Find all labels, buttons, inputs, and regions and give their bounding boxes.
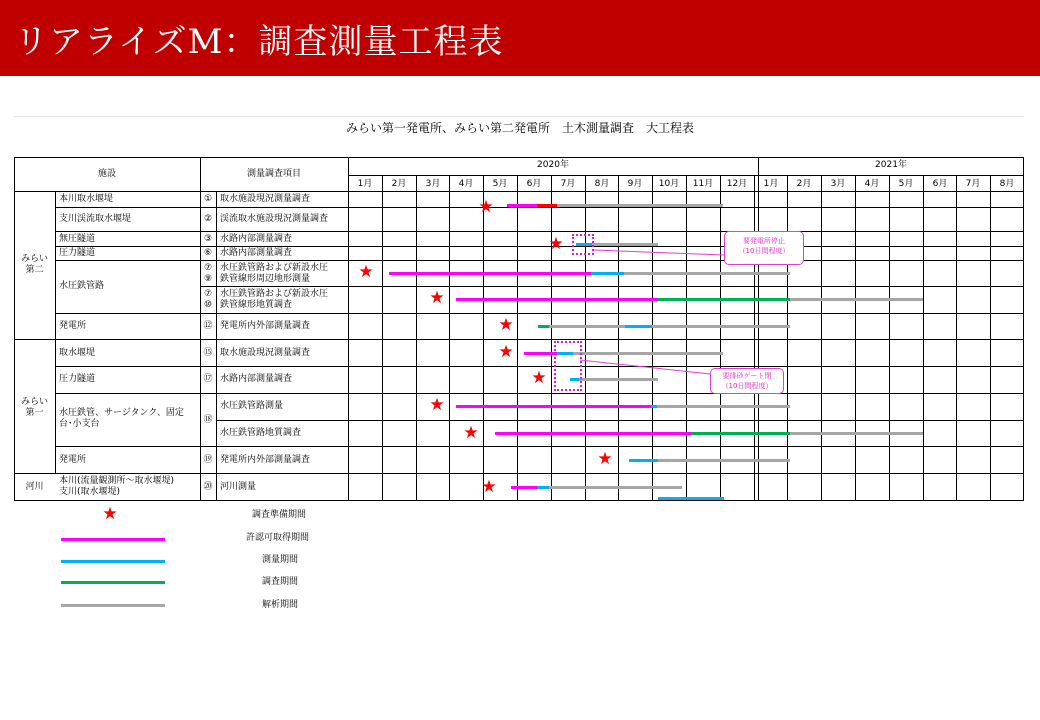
legend-investigation-swatch: [61, 581, 165, 584]
item-number: ⑦ ⑩: [203, 289, 213, 310]
legend-label: 調査期間: [262, 577, 299, 587]
survey-item-label: 取水施設現況測量調査: [220, 194, 311, 204]
facility-label: 本川(流量観測所～取水堰堤) 支川(取水堰堤): [59, 476, 175, 497]
group-label-kasen: 河川: [25, 482, 44, 492]
prep-star-icon: ★: [498, 315, 514, 335]
prep-star-icon: ★: [498, 342, 514, 362]
legend-star-icon: ★: [102, 504, 118, 524]
month-label: 8月: [594, 179, 610, 189]
item-number: ⑱: [203, 415, 213, 425]
survey-item-label: 発電所内外部測量調査: [220, 321, 311, 331]
item-number: ②: [203, 214, 213, 224]
legend-analysis-swatch: [61, 604, 165, 607]
item-number: ①: [203, 194, 213, 204]
prep-star-icon: ★: [481, 477, 497, 497]
header-year-2021: 2021年: [875, 160, 907, 170]
survey-item-label: 発電所内外部測量調査: [220, 455, 311, 465]
legend-label: 測量期間: [262, 555, 299, 565]
survey-item-label: 水圧鉄管路および新設水圧 鉄管線形周辺地形測量: [220, 263, 329, 284]
facility-label: 発電所: [59, 321, 87, 331]
prep-star-icon: ★: [531, 368, 547, 388]
legend-label: 解析期間: [262, 600, 299, 610]
schedule-title: みらい第一発電所、みらい第二発電所 土木測量調査 大工程表: [345, 121, 694, 135]
item-number: ③: [203, 234, 213, 244]
month-label: 3月: [830, 179, 846, 189]
prep-star-icon: ★: [548, 234, 564, 254]
month-label: 6月: [526, 179, 542, 189]
month-label: 4月: [864, 179, 880, 189]
item-number: ⑦ ⑨: [203, 263, 213, 284]
month-label: 1月: [763, 179, 779, 189]
month-label: 11月: [692, 179, 714, 189]
survey-item-label: 水圧鉄管路測量: [220, 401, 284, 411]
month-label: 5月: [898, 179, 914, 189]
month-label: 6月: [932, 179, 948, 189]
survey-item-label: 水路内部測量調査: [220, 234, 293, 244]
facility-label: 圧力隧道: [59, 248, 96, 258]
survey-item-label: 取水施設現況測量調査: [220, 348, 311, 358]
prep-star-icon: ★: [429, 395, 445, 415]
month-label: 7月: [965, 179, 981, 189]
survey-item-label: 水路内部測量調査: [220, 248, 293, 258]
legend-label: 調査準備期間: [252, 510, 307, 520]
item-number: ⑫: [203, 321, 213, 331]
facility-label: 無圧隧道: [59, 234, 96, 244]
month-label: 7月: [560, 179, 576, 189]
survey-item-label: 河川測量: [220, 482, 257, 492]
month-label: 5月: [492, 179, 508, 189]
facility-label: 支川渓流取水堰堤: [59, 214, 132, 224]
month-label: 9月: [627, 179, 643, 189]
facility-label: 圧力隧道: [59, 374, 96, 384]
month-label: 8月: [999, 179, 1015, 189]
item-number: ⑲: [203, 455, 213, 465]
legend-permit-swatch: [61, 538, 165, 541]
month-label: 1月: [357, 179, 373, 189]
item-number: ⑮: [203, 348, 213, 358]
page-title: リアライズM：調査測量工程表: [14, 22, 504, 62]
prep-star-icon: ★: [429, 288, 445, 308]
month-label: 4月: [458, 179, 474, 189]
facility-label: 取水堰堤: [59, 348, 96, 358]
facility-label: 発電所: [59, 455, 87, 465]
prep-star-icon: ★: [463, 423, 479, 443]
month-label: 3月: [425, 179, 441, 189]
note-callout: 要発電所停止 （10日間程度）: [724, 231, 804, 265]
legend-label: 許認可取得期間: [246, 533, 310, 543]
legend-survey-swatch: [61, 560, 165, 563]
month-label: 12月: [726, 179, 748, 189]
prep-star-icon: ★: [358, 262, 374, 282]
item-number: ⑥: [203, 248, 213, 258]
month-label: 2月: [796, 179, 812, 189]
prep-star-icon: ★: [597, 449, 613, 469]
facility-label: 水圧鉄管路: [59, 281, 105, 291]
note-callout: 要排砂ゲート閉 （10日間程度）: [710, 368, 784, 394]
survey-item-label: 水路内部測量調査: [220, 374, 293, 384]
month-label: 2月: [391, 179, 407, 189]
item-number: ⑳: [203, 482, 213, 492]
facility-label: 水圧鉄管、サージタンク、固定 台･小支台: [59, 408, 184, 429]
header-survey-item: 測量調査項目: [246, 169, 301, 179]
month-label: 10月: [658, 179, 680, 189]
item-number: ⑰: [203, 374, 213, 384]
prep-star-icon: ★: [478, 197, 494, 217]
group-label-dai2: みらい 第二: [20, 254, 48, 275]
survey-item-label: 水圧鉄管路地質調査: [220, 428, 302, 438]
survey-item-label: 渓流取水施設現況測量調査: [220, 214, 329, 224]
survey-item-label: 水圧鉄管路および新設水圧 鉄管線形地質調査: [220, 289, 329, 310]
facility-label: 本川取水堰堤: [59, 194, 114, 204]
header-facility: 施設: [97, 169, 116, 179]
header-year-2020: 2020年: [537, 160, 569, 170]
group-label-dai1: みらい 第一: [20, 397, 48, 418]
